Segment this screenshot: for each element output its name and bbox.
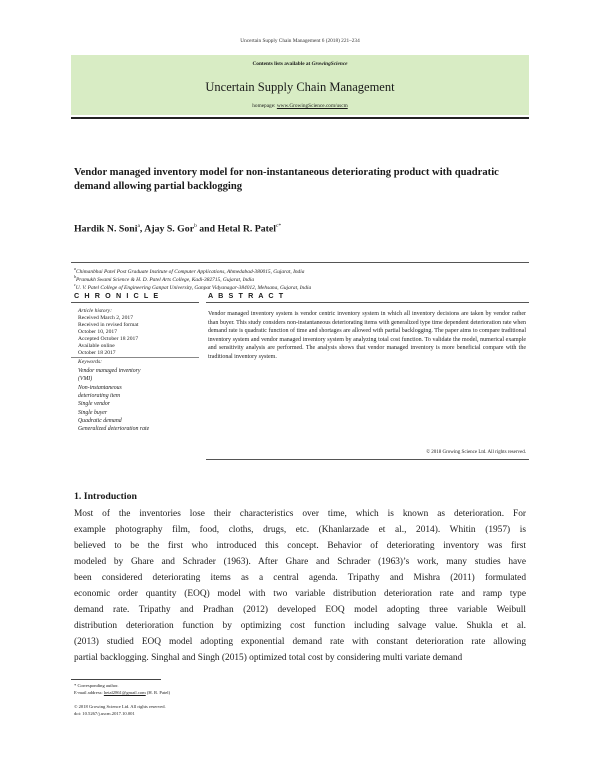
- keyword: Vendor managed inventory: [78, 368, 141, 374]
- author-name: Hardik N. Soni: [74, 223, 138, 235]
- author-name: Hetal R. Patel: [217, 223, 277, 235]
- section-heading: 1. Introduction: [74, 491, 137, 502]
- keyword: (VMI): [78, 376, 93, 382]
- homepage-link[interactable]: www.GrowingScience.com/uscm: [276, 103, 348, 109]
- abstract-rule: [206, 302, 529, 303]
- history-divider: [71, 357, 199, 358]
- author-name: Ajay S. Gor: [144, 223, 195, 235]
- keyword: Generalized deterioration rate: [78, 426, 150, 432]
- history-line: October 10, 2017: [78, 329, 117, 335]
- history-line: October 18 2017: [78, 350, 116, 356]
- availability-line: [0, 61, 600, 67]
- history-line: Received in revised format: [78, 322, 139, 328]
- author-separator: and: [196, 223, 218, 235]
- footer-copyright: © 2018 Growing Science Ltd. All rights reserved.: [74, 704, 166, 709]
- body-line: Most of the inventories lose their characteristics over time, which is known as deterioration. For: [74, 509, 526, 519]
- keyword: Single buyer: [78, 410, 108, 416]
- body-line: partial backlogging. Singhal and Singh (2015) optimized total cost by considering multi variate demand: [74, 653, 463, 663]
- history-line: Received March 2, 2017: [78, 315, 133, 321]
- affiliation-mark: b: [74, 274, 76, 279]
- chronicle-heading: C H R O N I C L E: [74, 291, 160, 300]
- abstract-text: Vendor managed inventory system is vendor centric inventory system in which all inventory decisions are taken by vendor rather than buyer. This study considers non-instantaneous deteriorating items with generalized type time dependent deterioration rate when demand rate is quadratic function of time and shortages are allowed with partial backlogging. The paper aims to compare traditional inventory system and vendor managed inventory system by analyzing total cost function. To validate the model, numerical example and sensitivity analysis are performed. The analysis shows that vendor managed inventory is more beneficial compare with the traditional inventory system.: [208, 311, 526, 360]
- affiliation-mark: a: [74, 266, 76, 271]
- history-line: Accepted October 18 2017: [78, 336, 139, 342]
- doi: doi: 10.5267/j.uscm.2017.10.001: [74, 711, 135, 716]
- keyword: Non-instantaneous: [78, 385, 122, 391]
- body-line: modeled by Ghare and Schrader (1963). After Ghare and Schrader (1963)’s work, many studies have: [74, 557, 526, 567]
- keyword: deteriorating item: [78, 393, 121, 399]
- body-line: economic order quantity (EOQ) model with two variable distribution deterioration rate and ramp type: [74, 589, 526, 599]
- body-line: example photography film, food, cloths, drugs, etc. (Khanlarzade et al., 2014). Whitin (1957) is: [74, 525, 526, 535]
- banner-rule: [71, 117, 529, 119]
- homepage-prefix: homepage:: [252, 103, 277, 109]
- abstract-heading: A B S T R A C T: [208, 291, 285, 300]
- email-label: E-mail address:: [74, 690, 104, 695]
- abstract-bottom-rule: [206, 459, 529, 460]
- body-line: demand rate. Tripathy and Pradhan (2012) developed EOQ model adopting three variable Weibull: [74, 605, 526, 615]
- journal-title: Uncertain Supply Chain Management: [205, 80, 395, 94]
- corresponding-note: * Corresponding author.: [74, 683, 119, 688]
- affiliation-text: Chimanbhai Patel Post Graduate Institute of Computer Applications, Ahmedabad-380015, Gujarat, India: [76, 268, 305, 275]
- chronicle-rule: [71, 302, 199, 303]
- body-line: believed to be the first who introduced this concept. Behavior of deteriorating inventory was first: [74, 541, 526, 551]
- email-link[interactable]: hetal2861@gmail.com: [103, 690, 146, 695]
- abstract-copyright: © 2018 Growing Science Ltd. All rights reserved.: [426, 450, 526, 455]
- availability-prefix: Contents lists available at: [252, 61, 312, 67]
- keyword: Single vendor: [78, 401, 111, 407]
- homepage-line: [0, 103, 600, 109]
- history-line: Available online: [78, 343, 115, 349]
- article-title-line: demand allowing partial backlogging: [74, 180, 243, 192]
- article-title: [74, 166, 529, 193]
- body-line: been considered deteriorating items as a central agenda. Tripathy and Mishra (2011) formulated: [74, 573, 526, 583]
- availability-source: GrowingScience: [311, 61, 348, 67]
- keyword: Quadratic demand: [78, 418, 122, 424]
- body-line: distribution deterioration function by optimizing cost function including salvage value. Shukla et al.: [74, 621, 526, 631]
- footnote-rule: [71, 679, 161, 680]
- email-note: [74, 690, 170, 697]
- author-list: [74, 223, 281, 234]
- affiliation-text: U. V. Patel College of Engineering Ganpat University, Ganpat Vidyanagar-384012, Mehsana, Gujarat, India: [75, 284, 312, 291]
- history-label: Article history:: [78, 308, 113, 314]
- author-mark: b: [194, 223, 197, 229]
- article-title-line: Vendor managed inventory model for non-instantaneous deteriorating product with quadratic: [74, 167, 499, 178]
- body-line: (2013) studied EOQ model adopting exponential demand rate with constant deterioration rate allowing: [74, 637, 526, 647]
- affiliation-mark: c: [74, 282, 76, 287]
- keywords-label: Keywords:: [78, 359, 103, 365]
- running-head: Uncertain Supply Chain Management 6 (2018) 221–234: [240, 38, 360, 44]
- author-mark: c*: [276, 223, 282, 229]
- affiliation-text: Pramukh Swami Science & H. D. Patel Arts College, Kadi-382715, Gujarat, India: [76, 276, 255, 283]
- author-mark: a: [137, 223, 140, 229]
- email-suffix: (H. R. Patel): [145, 690, 171, 695]
- affiliation-rule: [71, 262, 529, 263]
- author-separator: ,: [139, 223, 145, 235]
